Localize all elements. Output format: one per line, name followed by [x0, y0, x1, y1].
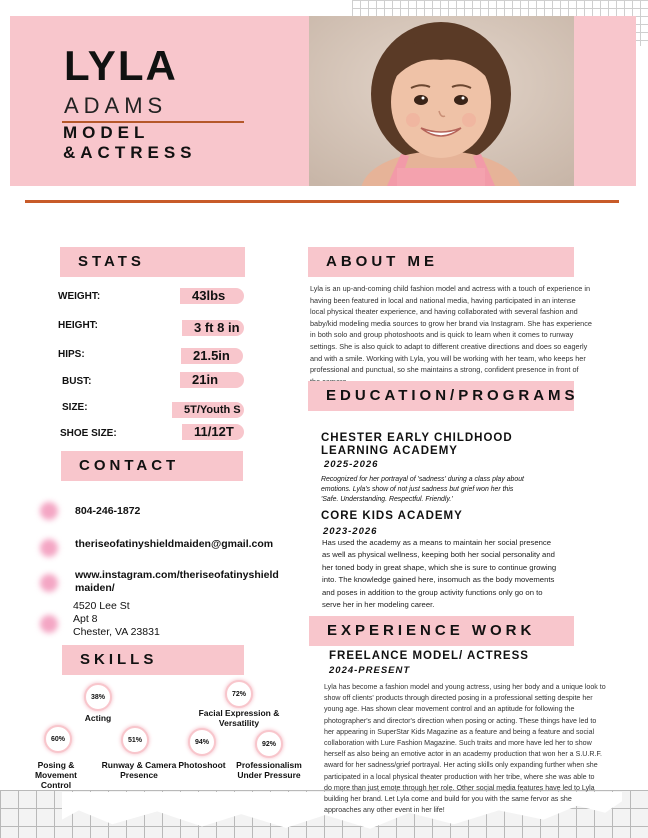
skill-label-professionalism: Professionalism Under Pressure [236, 760, 302, 780]
stat-value: 21.5in [181, 348, 243, 364]
skill-label-runway: Runway & Camera Presence [101, 760, 177, 780]
body-line: as well as physical wellness, keeping both her social personality and [322, 550, 555, 560]
about-line: local physical theater experience, and having collaborated with several fashion and [310, 307, 578, 317]
experience-line: approaches any other event in her life! [324, 806, 445, 815]
skill-label-acting: Acting [84, 713, 112, 723]
about-line: having been featured in local and national media, having participated in an intense [310, 295, 576, 305]
experience-line: her appearing in SuperStar Kids Magazine as a feature and being a feature and social [324, 727, 595, 736]
skill-ring-runway: 51% [121, 726, 149, 754]
skill-label-facial: Facial Expression & Versatility [198, 708, 280, 728]
contact-phone[interactable]: 804-246-1872 [75, 505, 141, 517]
stat-label: SIZE: [62, 402, 88, 413]
address-line-2: Apt 8 [73, 613, 98, 625]
experience-line: award for her sadness/grief portrayal. Her acting skills only expanding further when she [324, 761, 598, 770]
skill-label-photoshoot: Photoshoot [178, 760, 226, 770]
skill-ring-photoshoot: 94% [188, 728, 216, 756]
skill-ring-acting: 38% [84, 683, 112, 711]
child-portrait-photo [309, 16, 574, 186]
header-divider [25, 200, 619, 203]
stats-heading: STATS [60, 247, 245, 277]
stat-value: 5T/Youth S [172, 402, 244, 418]
experience-line: building her brand. Let Lyla come and build for you with the same fervor as she [324, 795, 572, 804]
experience-years: 2024-PRESENT [329, 665, 411, 676]
body-line: serve her in her modeling career. [322, 600, 435, 610]
note-line: 'Safe. Understanding. Respectful. Friendly.' [321, 496, 453, 503]
school-1-line-2: LEARNING ACADEMY [321, 445, 458, 457]
about-line: settings. She is also quick to adapt to different creative directions and does so eagerly [310, 341, 588, 351]
about-text [310, 283, 628, 387]
experience-text [324, 682, 624, 816]
school-1-line-1: CHESTER EARLY CHILDHOOD [321, 432, 513, 444]
contact-heading: CONTACT [61, 451, 243, 481]
about-line: professional and punctual, so she maintains a strong, confident presence in front of [310, 365, 579, 375]
role-line-2: &ACTRESS [63, 143, 197, 162]
stat-label: SHOE SIZE: [60, 428, 117, 439]
body-line: into. The knowledge gained here, insomuch as the body movements [322, 575, 555, 585]
first-name: LYLA [64, 42, 178, 89]
school-2-years: 2023-2026 [323, 526, 378, 537]
skill-label-posing: Posing & Movement Control [34, 760, 78, 790]
about-line: and with a smile. Working with Lyla, you will be working with her team, who keeps her [310, 353, 586, 363]
stat-value: 43lbs [180, 288, 244, 304]
about-heading: ABOUT ME [308, 247, 574, 277]
last-name: ADAMS [64, 93, 168, 118]
experience-role: FREELANCE MODEL/ ACTRESS [329, 650, 529, 662]
experience-line: do more than just emote through her role. Other social media features have led to Lyla [324, 783, 595, 792]
skill-ring-facial: 72% [225, 680, 253, 708]
skill-ring-professionalism: 92% [255, 730, 283, 758]
experience-line: herself as also being an emotive actor in an academy production that won her a S.U.R.F. [324, 750, 602, 759]
address-line-1: 4520 Lee St [73, 600, 130, 612]
experience-line: show off clients' products through directed posing in a professional setting despite her [324, 694, 593, 703]
school-2-body [322, 537, 586, 611]
stat-label: WEIGHT: [58, 291, 101, 302]
stat-value: 11/12T [182, 424, 244, 440]
stat-label: HIPS: [58, 349, 85, 360]
experience-heading: EXPERIENCE WORK [309, 616, 574, 646]
about-line: baby/kid modeling media sources to grow her brand via Instagram. She has experience [310, 318, 592, 328]
education-heading: EDUCATION/PROGRAMS [308, 381, 574, 411]
instagram-icon [40, 574, 58, 592]
school-1-name [321, 432, 513, 458]
experience-line: collaboration with Lure Fashion Magazine. Such traits and more have led her to show [324, 739, 592, 748]
experience-line: Lyla has become a fashion model and young actress, using her body and a unique look to [324, 683, 606, 691]
instagram-line-1: www.instagram.com/theriseofatinyshield [75, 569, 279, 581]
about-line: in both solo and group photoshoots and is quick to learn when it comes to runway [310, 330, 574, 340]
body-line: Has used the academy as a means to maintain her social presence [322, 538, 552, 547]
stat-value: 21in [180, 372, 244, 388]
location-icon [40, 615, 58, 633]
school-2-name: CORE KIDS ACADEMY [321, 510, 463, 522]
about-line: Lyla is an up-and-coming child fashion model and actress with a touch of experience in [310, 284, 591, 293]
school-1-years: 2025-2026 [324, 459, 379, 470]
experience-line: participated in a local physical theater production with her tribe, where she was able to [324, 772, 595, 781]
email-icon [40, 539, 58, 557]
skills-heading: SKILLS [62, 645, 244, 675]
school-1-note [321, 475, 581, 505]
stat-label: HEIGHT: [58, 320, 98, 331]
skill-ring-posing: 60% [44, 725, 72, 753]
role-line-1: MODEL [63, 123, 150, 142]
phone-icon [40, 502, 58, 520]
contact-address [73, 600, 160, 639]
note-line: Recognized for her portrayal of 'sadness' during a class play about [321, 476, 524, 483]
experience-line: young age. Has shown clear movement control and an aptitude for following the [324, 705, 575, 714]
contact-email[interactable]: theriseofatinyshieldmaiden@gmail.com [75, 538, 274, 550]
body-line: her toned body in great shape, which she is sure to continue growing [322, 562, 557, 572]
instagram-line-2: maiden/ [75, 582, 115, 594]
contact-instagram[interactable] [75, 569, 279, 595]
role-title [63, 123, 197, 163]
stat-value: 3 ft 8 in [182, 320, 244, 336]
address-line-3: Chester, VA 23831 [73, 626, 160, 638]
profile-photo [309, 16, 574, 186]
stat-label: BUST: [62, 376, 92, 387]
body-line: and poses in addition to the group activity functions only go on to [322, 587, 543, 597]
note-line: emotions. Lyla's show of not just sadness but grief won her this [321, 486, 514, 493]
experience-line: photographer's and director's direction when posing or acting. These things have led to [324, 716, 597, 725]
